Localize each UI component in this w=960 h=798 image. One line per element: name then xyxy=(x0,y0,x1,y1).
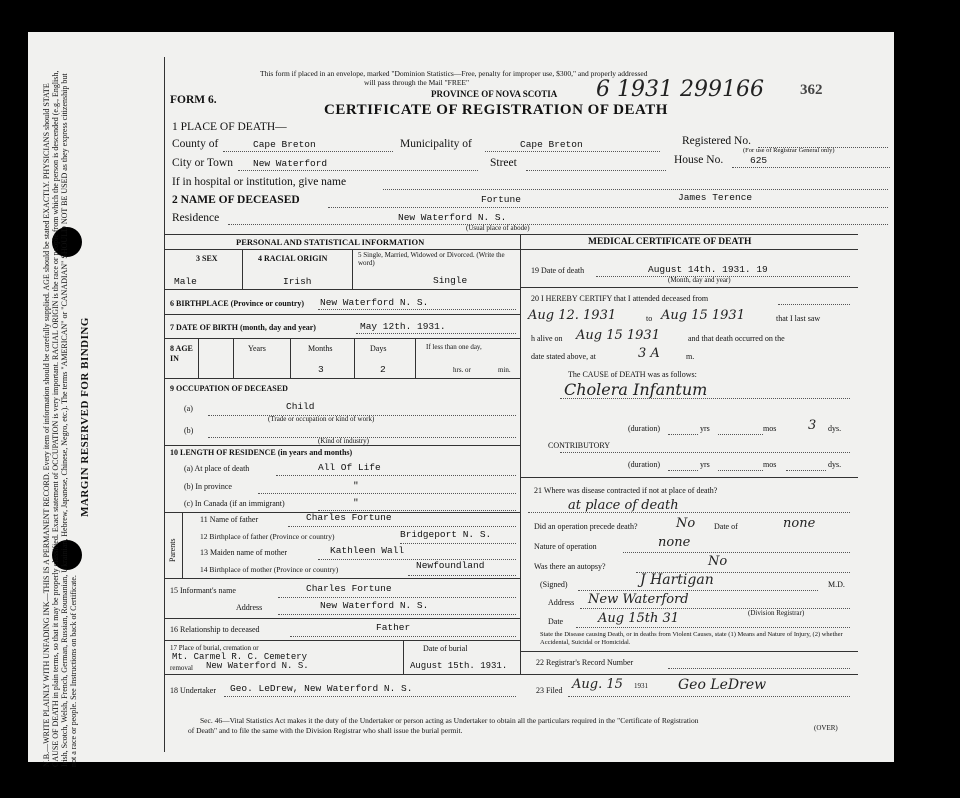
mother-birthplace-value: Newfoundland xyxy=(416,560,485,571)
box-top-line xyxy=(164,234,858,235)
sex-label: 3 SEX xyxy=(196,254,218,263)
attended-to-value: Aug 15 1931 xyxy=(661,308,745,323)
residence-note: (Usual place of abode) xyxy=(466,224,530,232)
alive-label: h alive on xyxy=(531,334,563,343)
date-of-label: Date of xyxy=(714,522,738,531)
duration2-mos-label: mos xyxy=(763,460,777,469)
burial-date-value: August 15th. 1931. xyxy=(410,661,508,671)
certificate-paper xyxy=(28,32,894,767)
municipality-label: Municipality of xyxy=(400,138,472,150)
duration-dys-label: dys. xyxy=(828,424,842,433)
envelope-note: This form if placed in an envelope, marked "Dominion Statistics—Free, penalty for improper use, $300," and properly addressed xyxy=(260,69,648,78)
occupation-a: (a) xyxy=(184,404,193,413)
deceased-given-names: James Terence xyxy=(678,192,753,203)
occupation-a-note: (Trade or occupation or kind of work) xyxy=(268,415,375,423)
province-label: PROVINCE OF NOVA SCOTIA xyxy=(431,89,558,99)
mother-value: Kathleen Wall xyxy=(330,545,405,556)
death-occurred-label: and that death occurred on the xyxy=(688,334,785,343)
place-of-death-label: 1 PLACE OF DEATH— xyxy=(172,121,287,133)
less-than-day-label: If less than one day, xyxy=(426,343,482,351)
footer-over: (OVER) xyxy=(814,724,838,732)
city-label: City or Town xyxy=(172,157,233,169)
division-registrar-label: (Division Registrar) xyxy=(748,609,805,617)
operation-label: Did an operation precede death? xyxy=(534,522,638,531)
minutes-label: min. xyxy=(498,366,511,374)
cause-value: Cholera Infantum xyxy=(564,380,708,399)
footer-line-1: Sec. 46—Vital Statistics Act makes it the duty of the Undertaker or person acting as Undertaker to obtain all the particulars required in the "Certificate of Registration xyxy=(200,716,699,725)
footer-line-2: of Death" and to file the same with the Division Registrar who shall issue the burial permit. xyxy=(188,726,463,735)
marital-value: Single xyxy=(433,275,468,286)
medical-heading: MEDICAL CERTIFICATE OF DEATH xyxy=(588,237,752,247)
in-province-label: (b) In province xyxy=(184,482,232,491)
filed-by-value: Geo LeDrew xyxy=(678,677,767,693)
in-canada-value: " xyxy=(353,497,359,508)
in-province-value: " xyxy=(353,480,359,491)
months-label: Months xyxy=(308,344,333,353)
duration-yrs-label: yrs xyxy=(700,424,710,433)
duration-mos-label: mos xyxy=(763,424,777,433)
days-label: Days xyxy=(370,344,387,353)
registrar-use-note: (For use of Registrar General only) xyxy=(743,147,835,154)
county-label: County of xyxy=(172,138,219,150)
attended-from-value: Aug 12. 1931 xyxy=(528,308,617,323)
to-label: to xyxy=(646,314,653,323)
last-saw-label: that I last saw xyxy=(776,314,821,323)
personal-heading: PERSONAL AND STATISTICAL INFORMATION xyxy=(236,237,425,247)
margin-instructions-text: N.B.—WRITE PLAINLY WITH UNFADING INK—THIS IS A PERMANENT RECORD. Every item of information should be carefully supplied. AGE should be stated EXACTLY. PHYSICIANS should STATE CAUSE OF DEATH in plain terms, so that it may be properly classified. Exact statement of OCCUPATION is very important. RACIAL ORIGIN is the race or people from which the person is descended (e.g., English, Irish, Scotch, Welsh, French, German, Russian, Roumanian, Ukrainian, Hebrew, Japanese, Chinese, Negro, etc.). The terms "AMERICAN" or "CANADIAN" SHOULD NOT BE USED as they express citizenship but not a race or people. See Instructions on back of Certificate. xyxy=(42,70,78,767)
contributory-label: CONTRIBUTORY xyxy=(548,441,611,450)
certificate-title: CERTIFICATE OF REGISTRATION OF DEATH xyxy=(324,102,668,118)
margin-instructions xyxy=(42,67,90,767)
date-of-death-label: 19 Date of death xyxy=(531,266,585,275)
binding-margin-line xyxy=(164,57,165,752)
registered-no-label: Registered No. xyxy=(682,135,751,147)
duration2-yrs-label: yrs xyxy=(700,460,710,469)
certify-label: 20 I HEREBY CERTIFY that I attended deceased from xyxy=(531,294,709,303)
informant-label: 15 Informant's name xyxy=(170,586,236,595)
house-no-label: House No. xyxy=(674,154,724,166)
autopsy-value: No xyxy=(708,554,728,569)
q21-label: 21 Where was disease contracted if not at place of death? xyxy=(534,486,718,495)
house-no-value: 625 xyxy=(750,155,768,166)
occupation-value: Child xyxy=(286,401,315,412)
envelope-note-2: will pass through the Mail "FREE" xyxy=(364,78,470,87)
date-stated-label: date stated above, at xyxy=(531,352,596,361)
age-months-value: 3 xyxy=(318,364,324,375)
filed-year-value: 1931 xyxy=(634,682,648,690)
undertaker-value: Geo. LeDrew, New Waterford N. S. xyxy=(230,683,413,694)
q21-value: at place of death xyxy=(568,498,679,513)
handwritten-reg-number: 6 1931 299166 xyxy=(596,77,764,102)
signed-value: J Hartigan xyxy=(640,572,714,588)
burial-place-value: Mt. Carmel R. C. Cemetery xyxy=(172,652,308,662)
age-days-value: 2 xyxy=(380,364,386,375)
father-birthplace-label: 12 Birthplace of father (Province or country) xyxy=(200,532,335,541)
m-label: m. xyxy=(686,352,695,361)
father-label: 11 Name of father xyxy=(200,515,259,524)
residence-value: New Waterford N. S. xyxy=(398,212,507,223)
racial-origin-value: Irish xyxy=(283,276,312,287)
informant-address-value: New Waterford N. S. xyxy=(320,600,429,611)
margin-reserved-label: MARGIN RESERVED FOR BINDING xyxy=(79,317,91,517)
father-birthplace-value: Bridgeport N. S. xyxy=(400,529,492,540)
parents-label: Parents xyxy=(168,538,177,562)
relationship-value: Father xyxy=(376,622,411,633)
mother-label: 13 Maiden name of mother xyxy=(200,548,288,557)
registrar-record-label: 22 Registrar's Record Number xyxy=(536,658,634,667)
name-of-deceased-label: 2 NAME OF DECEASED xyxy=(172,194,300,206)
autopsy-label: Was there an autopsy? xyxy=(534,562,606,571)
date-signed-value: Aug 15th 31 xyxy=(598,611,680,626)
form-number: FORM 6. xyxy=(170,94,217,106)
years-label: Years xyxy=(248,344,266,353)
filed-label: 23 Filed xyxy=(536,686,563,695)
age-label xyxy=(170,344,198,364)
date-signed-label: Date xyxy=(548,617,564,626)
father-value: Charles Fortune xyxy=(306,512,392,523)
at-place-value: All Of Life xyxy=(318,462,381,473)
marital-label xyxy=(358,251,516,267)
duration-label: (duration) xyxy=(628,424,660,433)
in-canada-label: (c) In Canada (if an immigrant) xyxy=(184,499,285,508)
date-of-death-note: (Month, day and year) xyxy=(668,276,731,284)
column-divider xyxy=(520,234,521,674)
duration2-label: (duration) xyxy=(628,460,660,469)
relationship-label: 16 Relationship to deceased xyxy=(170,625,260,634)
cause-label: The CAUSE of DEATH was as follows: xyxy=(568,370,697,379)
operation-value: No xyxy=(676,516,696,531)
informant-value: Charles Fortune xyxy=(306,583,392,594)
operation-date-value: none xyxy=(783,516,816,531)
violent-causes-text: State the Disease causing Death, or in deaths from Violent Causes, state (1) Means and Nature of Injury, (2) whether Accidental, Suicidal or Homicidal. xyxy=(540,631,843,646)
violent-causes-note xyxy=(540,631,856,646)
dob-label: 7 DATE OF BIRTH (month, day and year) xyxy=(170,323,316,332)
death-time-value: 3 A xyxy=(638,346,660,361)
address-value: New Waterford xyxy=(588,592,689,607)
nature-value: none xyxy=(658,535,691,550)
filed-date-value: Aug. 15 xyxy=(572,677,623,692)
municipality-value: Cape Breton xyxy=(520,139,583,150)
address-label: Address xyxy=(548,598,575,607)
deceased-surname: Fortune xyxy=(481,194,521,205)
marital-label-text: 5 Single, Married, Widowed or Divorced. (Write the word) xyxy=(358,251,505,267)
birthplace-label: 6 BIRTHPLACE (Province or country) xyxy=(170,299,305,308)
signed-label: (Signed) xyxy=(540,580,568,589)
occupation-label: 9 OCCUPATION OF DECEASED xyxy=(170,384,288,393)
residence-label: Residence xyxy=(172,212,220,224)
age-label-text: 8 AGE IN xyxy=(170,344,193,363)
at-place-label: (a) At place of death xyxy=(184,464,250,473)
page-number: 362 xyxy=(800,82,823,98)
dob-value: May 12th. 1931. xyxy=(360,321,446,332)
informant-address-label: Address xyxy=(236,603,263,612)
burial-label: 17 Place of burial, cremation or xyxy=(170,644,259,652)
undertaker-label: 18 Undertaker xyxy=(170,686,216,695)
md-label: M.D. xyxy=(828,580,845,589)
nature-label: Nature of operation xyxy=(534,542,597,551)
county-value: Cape Breton xyxy=(253,139,316,150)
mother-birthplace-label: 14 Birthplace of mother (Province or country) xyxy=(200,565,339,574)
residence-length-label: 10 LENGTH OF RESIDENCE (in years and months) xyxy=(170,448,353,457)
institution-label: If in hospital or institution, give name xyxy=(172,176,347,188)
hours-label: hrs. or xyxy=(453,366,471,374)
date-of-death-value: August 14th. 1931. 19 xyxy=(648,264,768,275)
birthplace-value: New Waterford N. S. xyxy=(320,297,429,308)
occupation-b-note: (Kind of industry) xyxy=(318,437,369,445)
city-value: New Waterford xyxy=(253,158,328,169)
last-saw-value: Aug 15 1931 xyxy=(576,328,660,343)
duration-days-value: 3 xyxy=(808,418,817,433)
burial-removal-label: removal xyxy=(170,664,193,672)
street-label: Street xyxy=(490,157,517,169)
racial-origin-label: 4 RACIAL ORIGIN xyxy=(258,254,328,263)
occupation-b: (b) xyxy=(184,426,194,435)
burial-place-value-2: New Waterford N. S. xyxy=(206,661,309,671)
burial-date-label: Date of burial xyxy=(423,644,468,653)
duration2-dys-label: dys. xyxy=(828,460,842,469)
sex-value: Male xyxy=(174,276,197,287)
